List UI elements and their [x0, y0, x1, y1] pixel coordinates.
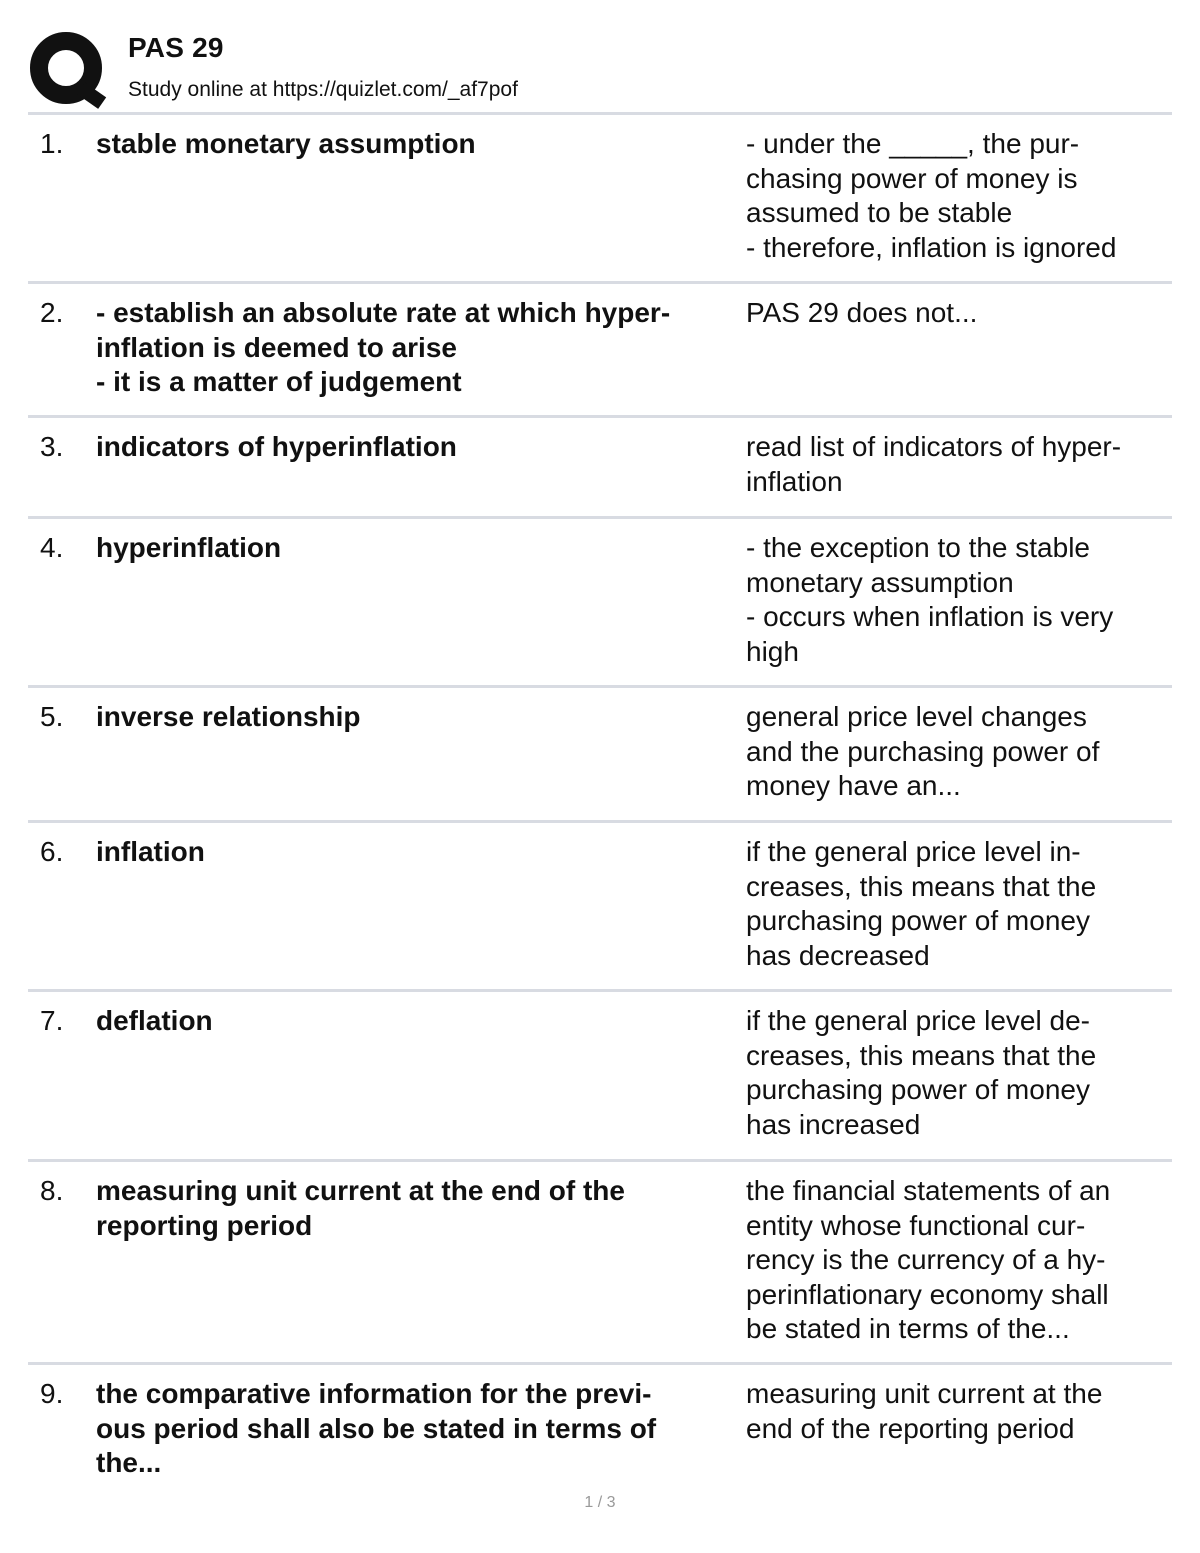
- flashcard-row: [28, 115, 1172, 281]
- card-term: stable monetary assumption: [96, 128, 476, 159]
- card-term: inverse relationship: [96, 701, 361, 732]
- card-definition: if the general price level in- creases, this means that the purchasing power of money has decreased: [746, 836, 1097, 971]
- card-number: 1.: [40, 128, 64, 159]
- flashcard-row: [28, 992, 1172, 1159]
- study-online-link[interactable]: Study online at https://quizlet.com/_af7pof: [128, 78, 518, 101]
- card-definition: PAS 29 does not...: [746, 297, 978, 328]
- flashcard-row: [28, 284, 1172, 415]
- flashcard-row: [28, 1365, 1172, 1485]
- card-term: - establish an absolute rate at which hyper- inflation is deemed to arise - it is a matter of judgement: [96, 297, 671, 397]
- card-term: hyperinflation: [96, 532, 282, 563]
- card-term: the comparative information for the previ- ous period shall also be stated in terms of the...: [96, 1378, 657, 1478]
- card-term: inflation: [96, 836, 205, 867]
- card-number: 4.: [40, 532, 64, 563]
- card-definition: - the exception to the stable monetary assumption - occurs when inflation is very high: [746, 532, 1114, 667]
- flashcard-row: [28, 1162, 1172, 1362]
- flashcard-row: [28, 823, 1172, 989]
- card-number: 6.: [40, 836, 64, 867]
- card-number: 8.: [40, 1175, 64, 1206]
- card-term: indicators of hyperinflation: [96, 431, 457, 462]
- card-term: deflation: [96, 1005, 213, 1036]
- card-number: 2.: [40, 297, 64, 328]
- page-header: [28, 26, 1172, 108]
- card-term: measuring unit current at the end of the reporting period: [96, 1175, 625, 1241]
- card-definition: read list of indicators of hyper- inflation: [746, 431, 1122, 497]
- card-number: 9.: [40, 1378, 64, 1409]
- card-number: 5.: [40, 701, 64, 732]
- card-definition: the financial statements of an entity whose functional cur- rency is the currency of a hy- perinflationary economy shall be stated in terms of the...: [746, 1175, 1111, 1344]
- quizlet-logo-icon: [28, 30, 108, 110]
- flashcard-row: [28, 418, 1172, 516]
- page-title: PAS 29: [128, 32, 224, 63]
- card-number: 7.: [40, 1005, 64, 1036]
- flashcard-row: [28, 688, 1172, 820]
- card-definition: measuring unit current at the end of the reporting period: [746, 1378, 1103, 1444]
- page-number: 1 / 3: [584, 1494, 616, 1511]
- card-number: 3.: [40, 431, 64, 462]
- card-definition: - under the _____, the pur- chasing power of money is assumed to be stable - therefore, inflation is ignored: [746, 128, 1117, 263]
- card-definition: if the general price level de- creases, this means that the purchasing power of money has increased: [746, 1005, 1097, 1140]
- card-definition: general price level changes and the purchasing power of money have an...: [746, 701, 1100, 801]
- flashcard-row: [28, 519, 1172, 685]
